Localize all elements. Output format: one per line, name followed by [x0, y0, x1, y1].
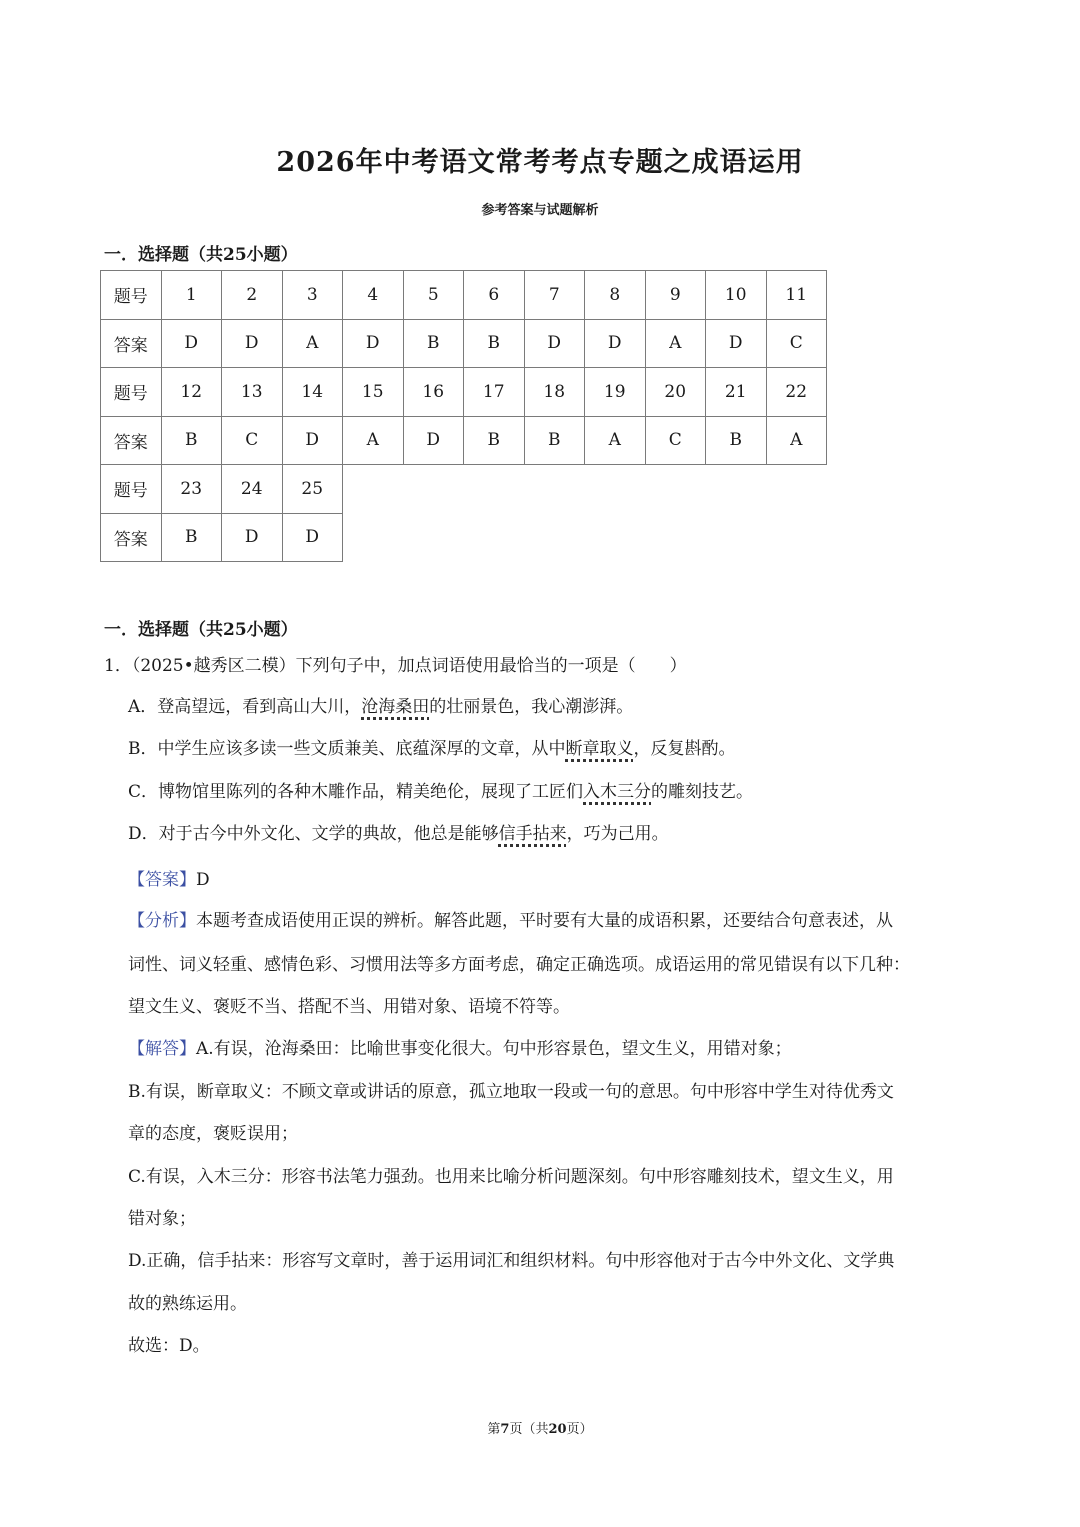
- option-a: A．登高望远，看到高山大川，沧海桑田的壮丽景色，我心潮澎湃。: [128, 697, 634, 717]
- section-heading: 一．选择题（共25小题）: [104, 620, 298, 640]
- row-label: 答案: [101, 513, 162, 562]
- solution-line: 故选：D。: [128, 1336, 210, 1356]
- table-cell: 20: [645, 368, 706, 417]
- table-cell: 2: [222, 271, 283, 320]
- table-cell: D: [585, 319, 646, 368]
- table-cell: 23: [161, 465, 222, 514]
- table-row-answers: [101, 319, 827, 368]
- table-cell: 25: [282, 465, 343, 514]
- table-cell: 5: [403, 271, 464, 320]
- row-label: 答案: [101, 416, 162, 465]
- table-cell: B: [524, 416, 585, 465]
- table-row-numbers: [101, 271, 827, 320]
- dotted-idiom: 信手拈来: [498, 824, 567, 844]
- table-row-numbers: [101, 368, 827, 417]
- table-row-answers: [101, 513, 827, 562]
- table-cell: B: [403, 319, 464, 368]
- table-cell: B: [464, 319, 525, 368]
- table-cell: 16: [403, 368, 464, 417]
- table-cell: C: [766, 319, 827, 368]
- table-cell: 11: [766, 271, 827, 320]
- table-cell: 8: [585, 271, 646, 320]
- table-cell: D: [282, 513, 343, 562]
- page-total: 20: [548, 1422, 567, 1437]
- table-cell: 4: [343, 271, 404, 320]
- table-cell: A: [645, 319, 706, 368]
- solution-line: 错对象；: [128, 1209, 196, 1229]
- table-cell: D: [222, 319, 283, 368]
- option-d: D．对于古今中外文化、文学的典故，他总是能够信手拈来，巧为己用。: [128, 824, 669, 844]
- table-cell: A: [282, 319, 343, 368]
- document-subtitle: 参考答案与试题解析: [481, 203, 599, 218]
- row-label: 题号: [101, 271, 162, 320]
- option-c: C．博物馆里陈列的各种木雕作品，精美绝伦，展现了工匠们入木三分的雕刻技艺。: [128, 782, 754, 802]
- table-cell: 19: [585, 368, 646, 417]
- table-cell: 1: [161, 271, 222, 320]
- table-cell: 10: [706, 271, 767, 320]
- table-row-numbers: [101, 465, 827, 514]
- table-cell: B: [161, 416, 222, 465]
- table-cell: 7: [524, 271, 585, 320]
- solution-line: 章的态度，褒贬误用；: [128, 1124, 298, 1144]
- table-cell: C: [645, 416, 706, 465]
- table-cell: C: [222, 416, 283, 465]
- solution-tag: 【解答】: [128, 1039, 196, 1059]
- table-cell: 15: [343, 368, 404, 417]
- table-cell: D: [524, 319, 585, 368]
- answer-tag: 【答案】: [128, 870, 196, 890]
- option-b: B．中学生应该多读一些文质兼美、底蕴深厚的文章，从中断章取义，反复斟酌。: [128, 739, 736, 759]
- solution-line: D.正确，信手拈来：形容写文章时，善于运用词汇和组织材料。句中形容他对于古今中外文化、文学典: [128, 1251, 895, 1271]
- table-cell: 12: [161, 368, 222, 417]
- solution-line: C.有误，入木三分：形容书法笔力强劲。也用来比喻分析问题深刻。句中形容雕刻技术，望文生义，用: [128, 1167, 894, 1187]
- question-stem: 1．（2025•越秀区二模）下列句子中，加点词语使用最恰当的一项是（ ）: [104, 656, 687, 676]
- table-cell: B: [706, 416, 767, 465]
- table-cell: D: [282, 416, 343, 465]
- solution-line: 故的熟练运用。: [128, 1294, 247, 1314]
- table-cell: B: [161, 513, 222, 562]
- table-cell: 17: [464, 368, 525, 417]
- table-empty: [343, 465, 827, 514]
- analysis-line: 望文生义、褒贬不当、搭配不当、用错对象、语境不符等。: [128, 997, 570, 1017]
- page-footer: 第7页（共20页）: [487, 1422, 593, 1437]
- analysis-line: 【分析】本题考查成语使用正误的辨析。解答此题，平时要有大量的成语积累，还要结合句意表述，从: [128, 911, 893, 931]
- table-empty: [343, 513, 827, 562]
- table-cell: 21: [706, 368, 767, 417]
- table-cell: D: [343, 319, 404, 368]
- analysis-tag: 【分析】: [128, 911, 196, 931]
- answer-value: D: [196, 870, 210, 890]
- section-heading-top: 一．选择题（共25小题）: [104, 245, 298, 265]
- analysis-line: 词性、词义轻重、感情色彩、习惯用法等多方面考虑，确定正确选项。成语运用的常见错误有以下几种：: [128, 955, 910, 975]
- page-number: 7: [500, 1422, 510, 1437]
- table-cell: 14: [282, 368, 343, 417]
- solution-line: B.有误，断章取义：不顾文章或讲话的原意，孤立地取一段或一句的意思。句中形容中学生对待优秀文: [128, 1082, 894, 1102]
- table-cell: D: [222, 513, 283, 562]
- document-title: 2026年中考语文常考考点专题之成语运用: [276, 147, 804, 178]
- table-cell: D: [161, 319, 222, 368]
- row-label: 答案: [101, 319, 162, 368]
- dotted-idiom: 入木三分: [583, 782, 652, 802]
- answer-line: [128, 872, 210, 889]
- answer-table: [100, 270, 827, 562]
- table-cell: B: [464, 416, 525, 465]
- row-label: 题号: [101, 465, 162, 514]
- table-cell: A: [585, 416, 646, 465]
- table-cell: A: [766, 416, 827, 465]
- solution-line: 【解答】A.有误，沧海桑田：比喻世事变化很大。句中形容景色，望文生义，用错对象；: [128, 1039, 792, 1059]
- table-cell: D: [706, 319, 767, 368]
- dotted-idiom: 沧海桑田: [361, 697, 430, 717]
- table-row-answers: [101, 416, 827, 465]
- table-cell: 24: [222, 465, 283, 514]
- table-cell: 6: [464, 271, 525, 320]
- table-cell: 18: [524, 368, 585, 417]
- table-cell: 13: [222, 368, 283, 417]
- table-cell: 9: [645, 271, 706, 320]
- table-cell: 3: [282, 271, 343, 320]
- table-cell: A: [343, 416, 404, 465]
- table-cell: 22: [766, 368, 827, 417]
- table-cell: D: [403, 416, 464, 465]
- row-label: 题号: [101, 368, 162, 417]
- dotted-idiom: 断章取义: [565, 739, 634, 759]
